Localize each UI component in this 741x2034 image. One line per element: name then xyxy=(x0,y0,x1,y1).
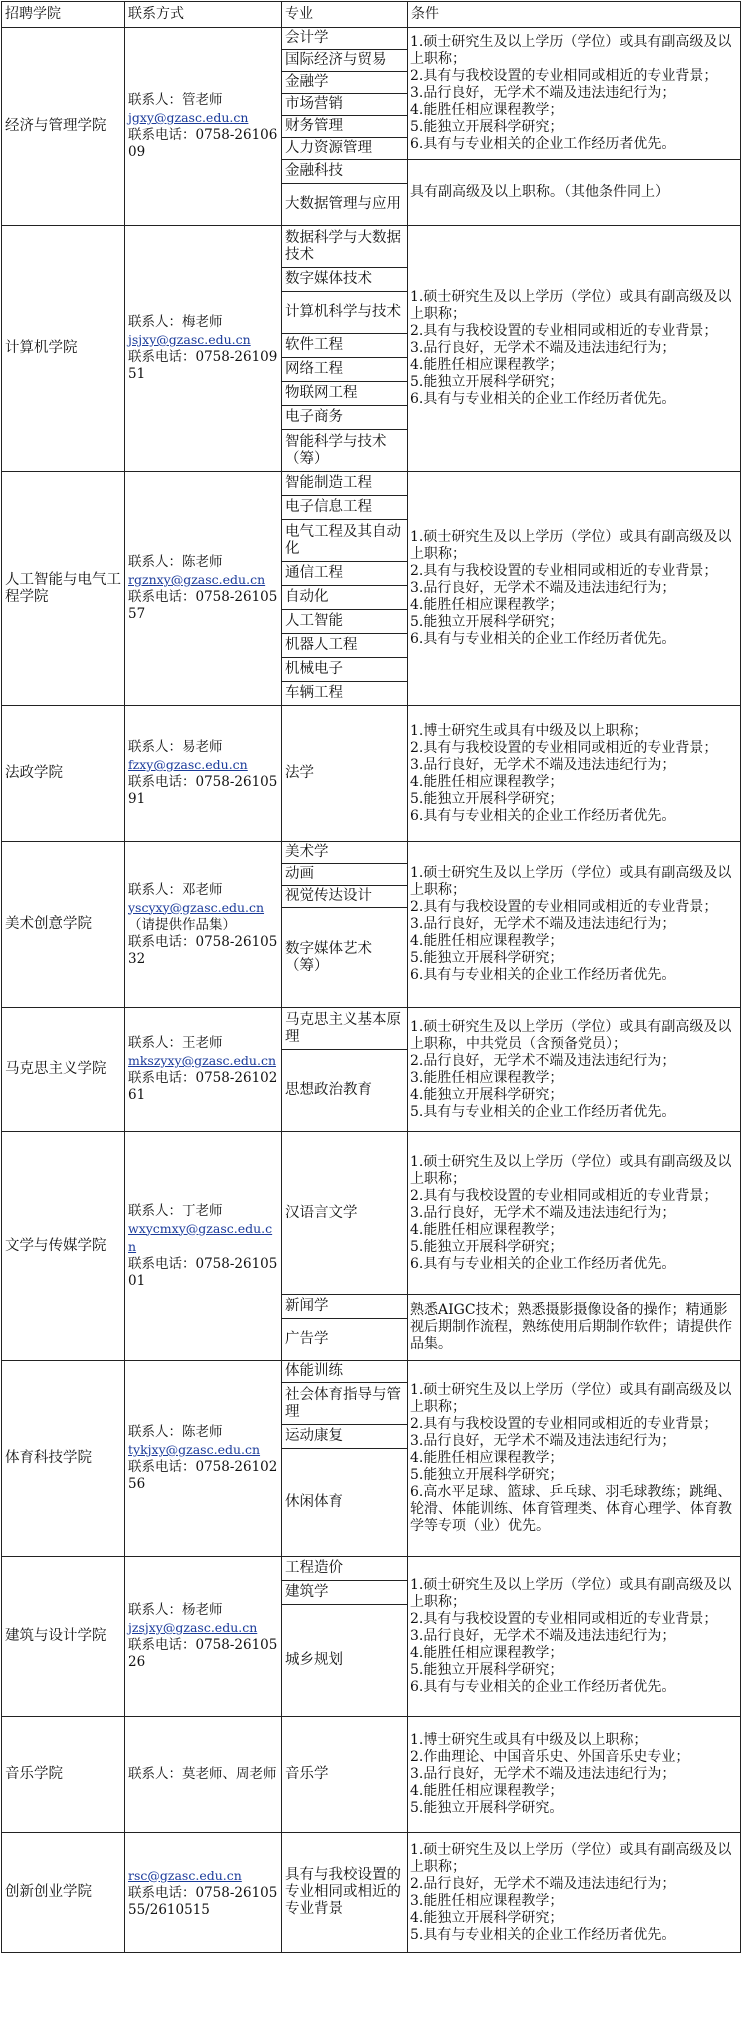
condition-line: 2.品行良好，无学术不端及违法违纪行为； xyxy=(410,1052,676,1069)
condition-line: 2.品行良好，无学术不端及违法违纪行为； xyxy=(410,1875,676,1892)
conditions-cell xyxy=(408,1361,741,1557)
contact-phone: 联系电话：0758-2610526 xyxy=(128,1637,278,1670)
major-name: 会计学 xyxy=(282,28,408,50)
major-name: 具有与我校设置的专业相同或相近的专业背景 xyxy=(282,1833,408,1953)
condition-line: 6.具有与专业相关的企业工作经历者优先。 xyxy=(410,1255,676,1272)
major-name: 美术学 xyxy=(282,842,408,864)
table-row xyxy=(2,28,741,50)
condition-line: 3.品行良好，无学术不端及违法违纪行为； xyxy=(410,1766,676,1782)
major-name: 音乐学 xyxy=(282,1717,408,1833)
contact-email-link[interactable]: jgxy@gzasc.edu.cn xyxy=(128,110,249,125)
major-name: 国际经济与贸易 xyxy=(282,50,408,72)
college-name: 马克思主义学院 xyxy=(2,1008,125,1132)
major-name: 人力资源管理 xyxy=(282,138,408,160)
condition-line: 2.具有与我校设置的专业相同或相近的专业背景； xyxy=(410,899,718,915)
condition-line: 2.具有与我校设置的专业相同或相近的专业背景； xyxy=(410,739,718,756)
contact-cell xyxy=(125,472,282,706)
college-name: 建筑与设计学院 xyxy=(2,1557,125,1717)
table-row xyxy=(2,1717,741,1833)
major-name: 数字媒体艺术（筹） xyxy=(282,908,408,1008)
condition-line: 3.品行良好，无学术不端及违法违纪行为； xyxy=(410,580,676,596)
condition-line: 3.品行良好，无学术不端及违法违纪行为； xyxy=(410,756,676,773)
contact-cell xyxy=(125,1833,282,1953)
major-name: 人工智能 xyxy=(282,610,408,634)
major-name: 机器人工程 xyxy=(282,634,408,658)
header-major: 专业 xyxy=(282,2,408,28)
major-name: 运动康复 xyxy=(282,1425,408,1449)
major-name: 数字媒体技术 xyxy=(282,268,408,292)
major-name: 思想政治教育 xyxy=(282,1050,408,1132)
condition-line: 5.能独立开展科学研究； xyxy=(410,1467,564,1483)
condition-line: 1.硕士研究生及以上学历（学位）或具有副高级及以上职称； xyxy=(410,289,732,322)
contact-phone: 联系电话：0758-2610532 xyxy=(128,933,278,967)
condition-line: 5.能独立开展科学研究； xyxy=(410,374,564,390)
contact-cell xyxy=(125,1717,282,1833)
condition-line: 3.品行良好，无学术不端及违法违纪行为； xyxy=(410,1204,676,1221)
table-row xyxy=(2,1008,741,1050)
major-name: 大数据管理与应用 xyxy=(282,184,408,226)
header-college: 招聘学院 xyxy=(2,2,125,28)
conditions-cell xyxy=(408,1132,741,1295)
recruitment-table xyxy=(1,1,741,1953)
contact-person: 联系人：莫老师、周老师 xyxy=(128,1766,277,1782)
condition-line: 4.能胜任相应课程教学； xyxy=(410,1221,564,1238)
condition-line: 1.博士研究生或具有中级及以上职称； xyxy=(410,1732,648,1748)
condition-line: 1.硕士研究生及以上学历（学位）或具有副高级及以上职称； xyxy=(410,34,732,67)
table-row xyxy=(2,1361,741,1383)
conditions-cell xyxy=(408,1008,741,1132)
major-name: 电子商务 xyxy=(282,406,408,430)
major-name: 新闻学 xyxy=(282,1295,408,1319)
contact-phone: 联系电话：0758-2610609 xyxy=(128,127,278,160)
major-name: 金融学 xyxy=(282,72,408,94)
condition-line: 5.能独立开展科学研究； xyxy=(410,119,564,135)
major-name: 通信工程 xyxy=(282,562,408,586)
condition-line: 4.能胜任相应课程教学； xyxy=(410,357,564,373)
condition-line: 6.具有与专业相关的企业工作经历者优先。 xyxy=(410,1679,676,1695)
condition-line: 5.能独立开展科学研究； xyxy=(410,790,564,807)
condition-line: 1.硕士研究生及以上学历（学位）或具有副高级及以上职称； xyxy=(410,865,732,898)
condition-line: 5.能独立开展科学研究； xyxy=(410,614,564,630)
major-name: 工程造价 xyxy=(282,1557,408,1581)
contact-person: 联系人：管老师 xyxy=(128,92,223,108)
major-name: 汉语言文学 xyxy=(282,1132,408,1295)
conditions-cell xyxy=(408,706,741,842)
contact-phone: 联系电话：0758-2610555/2610515 xyxy=(128,1884,278,1918)
contact-email-link[interactable]: yscyxy@gzasc.edu.cn xyxy=(128,899,265,915)
conditions-cell xyxy=(408,1557,741,1717)
table-row xyxy=(2,1833,741,1953)
conditions-cell xyxy=(408,226,741,472)
condition-line: 3.品行良好，无学术不端及违法违纪行为； xyxy=(410,916,676,932)
condition-line: 1.硕士研究生及以上学历（学位）或具有副高级及以上职称； xyxy=(410,1153,732,1187)
contact-cell xyxy=(125,1132,282,1361)
college-name: 音乐学院 xyxy=(2,1717,125,1833)
condition-line: 1.硕士研究生及以上学历（学位）或具有副高级及以上职称； xyxy=(410,1841,732,1875)
condition-line: 6.具有与专业相关的企业工作经历者优先。 xyxy=(410,967,676,983)
major-name: 软件工程 xyxy=(282,334,408,358)
contact-note: （请提供作品集） xyxy=(128,916,236,933)
condition-line: 6.具有与专业相关的企业工作经历者优先。 xyxy=(410,631,676,647)
contact-email-link[interactable]: jzsjxy@gzasc.edu.cn xyxy=(128,1620,258,1635)
table-row xyxy=(2,226,741,268)
major-name: 电子信息工程 xyxy=(282,496,408,520)
table-row xyxy=(2,1557,741,1581)
contact-phone: 联系电话：0758-2610557 xyxy=(128,589,278,622)
contact-email-link[interactable]: mkszyxy@gzasc.edu.cn xyxy=(128,1053,277,1068)
contact-phone: 联系电话：0758-2610256 xyxy=(128,1459,278,1492)
condition-line: 2.具有与我校设置的专业相同或相近的专业背景； xyxy=(410,1416,718,1432)
contact-person: 联系人：丁老师 xyxy=(128,1202,223,1219)
condition-line: 3.品行良好，无学术不端及违法违纪行为； xyxy=(410,1628,676,1644)
condition-line: 6.高水平足球、篮球、乒乓球、羽毛球教练；跳绳、轮滑、体能训练、体育管理类、体育心理学、体育教学等专项（业）优先。 xyxy=(410,1484,732,1534)
condition-line: 4.能胜任相应课程教学； xyxy=(410,102,564,118)
condition-line: 3.能胜任相应课程教学； xyxy=(410,1069,564,1086)
contact-person: 联系人：邓老师 xyxy=(128,881,223,898)
conditions-cell xyxy=(408,1833,741,1953)
condition-line: 5.具有与专业相关的企业工作经历者优先。 xyxy=(410,1103,676,1120)
college-name: 经济与管理学院 xyxy=(2,28,125,226)
condition-line: 4.能胜任相应课程教学； xyxy=(410,1783,564,1799)
contact-cell xyxy=(125,1361,282,1557)
condition-line: 5.能独立开展科学研究。 xyxy=(410,1800,564,1816)
condition-line: 2.具有与我校设置的专业相同或相近的专业背景； xyxy=(410,68,718,84)
conditions-cell xyxy=(408,842,741,1008)
contact-phone: 联系电话：0758-2610951 xyxy=(128,349,278,382)
table-header-row xyxy=(2,2,741,28)
contact-cell xyxy=(125,706,282,842)
condition-line: 6.具有与专业相关的企业工作经历者优先。 xyxy=(410,136,676,152)
contact-email-link[interactable]: tykjxy@gzasc.edu.cn xyxy=(128,1442,261,1457)
conditions-cell xyxy=(408,28,741,160)
table-row xyxy=(2,1132,741,1295)
contact-email-link[interactable]: jsjxy@gzasc.edu.cn xyxy=(128,332,251,347)
college-name: 美术创意学院 xyxy=(2,842,125,1008)
major-name: 财务管理 xyxy=(282,116,408,138)
contact-person: 联系人：陈老师 xyxy=(128,1424,223,1440)
condition-line: 1.硕士研究生及以上学历（学位）或具有副高级及以上职称； xyxy=(410,529,732,562)
major-name: 体能训练 xyxy=(282,1361,408,1383)
conditions-cell xyxy=(408,160,741,226)
condition-line: 4.能独立开展科学研究； xyxy=(410,1086,564,1103)
table-row xyxy=(2,472,741,496)
table-row xyxy=(2,706,741,842)
major-name: 电气工程及其自动化 xyxy=(282,520,408,562)
conditions-cell xyxy=(408,1295,741,1361)
condition-line: 1.硕士研究生及以上学历（学位）或具有副高级及以上职称； xyxy=(410,1577,732,1610)
table-row xyxy=(2,842,741,864)
major-name: 物联网工程 xyxy=(282,382,408,406)
major-name: 金融科技 xyxy=(282,160,408,184)
contact-email-link[interactable]: wxycmxy@gzasc.edu.cn xyxy=(128,1220,273,1254)
condition-line: 5.能独立开展科学研究； xyxy=(410,1662,564,1678)
condition-line: 4.能胜任相应课程教学； xyxy=(410,933,564,949)
condition-line: 4.能胜任相应课程教学； xyxy=(410,597,564,613)
contact-phone: 联系电话：0758-2610591 xyxy=(128,774,278,807)
contact-email-link[interactable]: fzxy@gzasc.edu.cn xyxy=(128,757,248,772)
college-name: 创新创业学院 xyxy=(2,1833,125,1953)
condition-line: 熟悉AIGC技术；熟悉摄影摄像设备的操作；精通影视后期制作流程，熟练使用后期制作软件；请提供作品集。 xyxy=(410,1302,732,1352)
college-name: 法政学院 xyxy=(2,706,125,842)
major-name: 广告学 xyxy=(282,1319,408,1361)
condition-line: 1.硕士研究生及以上学历（学位）或具有副高级及以上职称，中共党员（含预备党员）； xyxy=(410,1018,732,1052)
conditions-cell xyxy=(408,1717,741,1833)
contact-email-link[interactable]: rsc@gzasc.edu.cn xyxy=(128,1867,242,1883)
major-name: 法学 xyxy=(282,706,408,842)
contact-cell xyxy=(125,226,282,472)
college-name: 体育科技学院 xyxy=(2,1361,125,1557)
contact-person: 联系人：易老师 xyxy=(128,739,223,755)
college-name: 人工智能与电气工程学院 xyxy=(2,472,125,706)
contact-cell xyxy=(125,1008,282,1132)
contact-person: 联系人：王老师 xyxy=(128,1035,223,1051)
major-name: 建筑学 xyxy=(282,1581,408,1605)
condition-line: 3.能胜任相应课程教学； xyxy=(410,1892,564,1909)
major-name: 动画 xyxy=(282,864,408,886)
condition-line: 1.博士研究生或具有中级及以上职称； xyxy=(410,722,648,739)
condition-line: 6.具有与专业相关的企业工作经历者优先。 xyxy=(410,391,676,407)
condition-line: 2.具有与我校设置的专业相同或相近的专业背景； xyxy=(410,563,718,579)
contact-cell xyxy=(125,28,282,226)
contact-person: 联系人：梅老师 xyxy=(128,314,223,330)
major-name: 计算机科学与技术 xyxy=(282,292,408,334)
header-conditions: 条件 xyxy=(408,2,741,28)
contact-email-link[interactable]: rgznxy@gzasc.edu.cn xyxy=(128,572,266,587)
contact-person: 联系人：杨老师 xyxy=(128,1602,223,1618)
college-name: 计算机学院 xyxy=(2,226,125,472)
condition-line: 5.能独立开展科学研究； xyxy=(410,1238,564,1255)
condition-line: 4.能胜任相应课程教学； xyxy=(410,1645,564,1661)
major-name: 自动化 xyxy=(282,586,408,610)
condition-line: 3.品行良好，无学术不端及违法违纪行为； xyxy=(410,85,676,101)
major-name: 市场营销 xyxy=(282,94,408,116)
condition-line: 2.具有与我校设置的专业相同或相近的专业背景； xyxy=(410,1611,718,1627)
contact-person: 联系人：陈老师 xyxy=(128,554,223,570)
condition-line: 具有副高级及以上职称。（其他条件同上） xyxy=(410,184,669,200)
major-name: 社会体育指导与管理 xyxy=(282,1383,408,1425)
header-contact: 联系方式 xyxy=(125,2,282,28)
condition-line: 4.能胜任相应课程教学； xyxy=(410,773,564,790)
condition-line: 3.品行良好，无学术不端及违法违纪行为； xyxy=(410,340,676,356)
major-name: 网络工程 xyxy=(282,358,408,382)
conditions-cell xyxy=(408,472,741,706)
condition-line: 4.能胜任相应课程教学； xyxy=(410,1450,564,1466)
recruitment-table-page xyxy=(1,1,740,2033)
major-name: 休闲体育 xyxy=(282,1449,408,1557)
major-name: 智能制造工程 xyxy=(282,472,408,496)
condition-line: 1.硕士研究生及以上学历（学位）或具有副高级及以上职称； xyxy=(410,1382,732,1415)
major-name: 车辆工程 xyxy=(282,682,408,706)
condition-line: 5.能独立开展科学研究； xyxy=(410,950,564,966)
condition-line: 6.具有与专业相关的企业工作经历者优先。 xyxy=(410,807,676,824)
college-name: 文学与传媒学院 xyxy=(2,1132,125,1361)
major-name: 马克思主义基本原理 xyxy=(282,1008,408,1050)
major-name: 城乡规划 xyxy=(282,1605,408,1717)
major-name: 数据科学与大数据技术 xyxy=(282,226,408,268)
major-name: 机械电子 xyxy=(282,658,408,682)
condition-line: 4.能独立开展科学研究； xyxy=(410,1909,564,1926)
condition-line: 2.具有与我校设置的专业相同或相近的专业背景； xyxy=(410,323,718,339)
major-name: 智能科学与技术（筹） xyxy=(282,430,408,472)
condition-line: 2.具有与我校设置的专业相同或相近的专业背景； xyxy=(410,1187,718,1204)
major-name: 视觉传达设计 xyxy=(282,886,408,908)
condition-line: 3.品行良好，无学术不端及违法违纪行为； xyxy=(410,1433,676,1449)
contact-cell xyxy=(125,1557,282,1717)
contact-phone: 联系电话：0758-2610261 xyxy=(128,1070,278,1103)
condition-line: 5.具有与专业相关的企业工作经历者优先。 xyxy=(410,1926,676,1943)
condition-line: 2.作曲理论、中国音乐史、外国音乐史专业； xyxy=(410,1749,690,1765)
contact-phone: 联系电话：0758-2610501 xyxy=(128,1255,278,1289)
contact-cell xyxy=(125,842,282,1008)
